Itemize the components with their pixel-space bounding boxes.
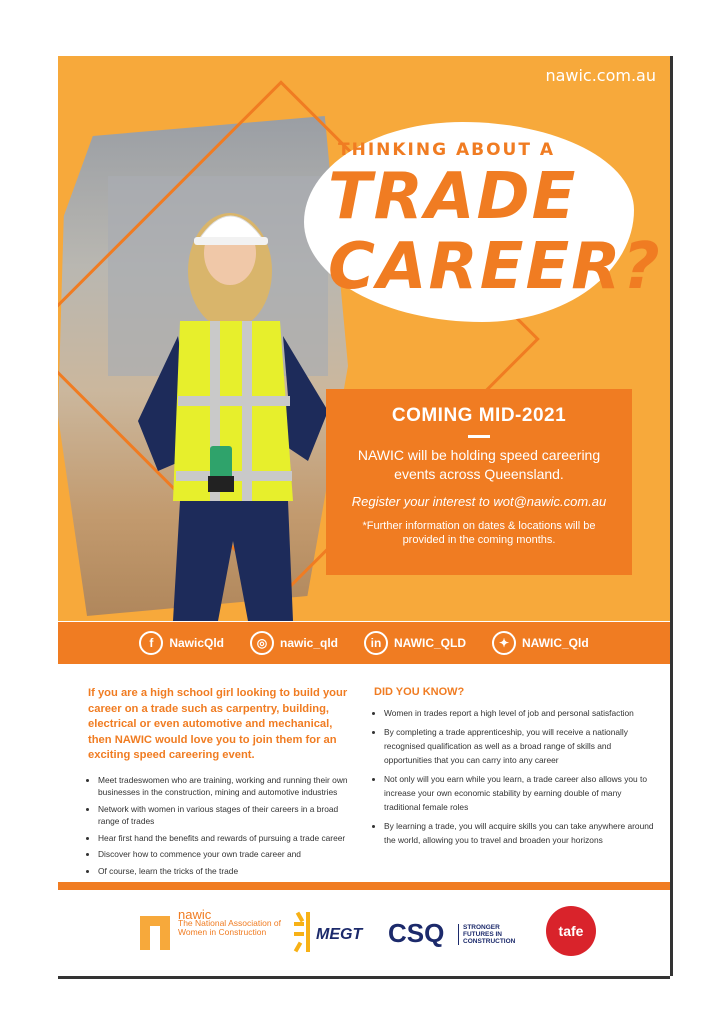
nawic-logo-name: nawic bbox=[178, 907, 212, 922]
headline-line-1: THINKING ABOUT A bbox=[338, 140, 556, 160]
nawic-logo-fullname: The National Association of Women in Construction bbox=[178, 918, 282, 937]
csq-tagline: STRONGER FUTURES IN CONSTRUCTION bbox=[458, 924, 523, 945]
social-label: NAWIC_Qld bbox=[522, 636, 589, 650]
hero-section bbox=[58, 56, 670, 621]
nawic-logo-mark bbox=[138, 912, 172, 952]
headline-line-3: CAREER? bbox=[328, 230, 662, 304]
list-item: • Not only will you earn while you learn, a trade career also allows you to increase your own economic stability by earning double of many traditional female roles bbox=[384, 772, 656, 814]
benefits-list bbox=[88, 774, 358, 878]
left-column bbox=[88, 686, 358, 881]
announcement-heading: COMING MID-2021 bbox=[391, 405, 567, 426]
announcement-body: NAWIC will be holding speed careering events across Queensland. bbox=[357, 447, 601, 482]
instagram-icon: ◎ bbox=[250, 631, 274, 655]
social-bar bbox=[58, 622, 670, 664]
announcement-divider bbox=[468, 435, 490, 438]
social-twitter[interactable] bbox=[492, 631, 589, 655]
nawic-logo-text bbox=[178, 907, 288, 937]
register-email-text[interactable]: Register your interest to wot@nawic.com.au bbox=[351, 494, 607, 509]
tafe-logo: tafe bbox=[546, 906, 596, 956]
social-label: nawic_qld bbox=[280, 636, 339, 650]
megt-logo-text: MEGT bbox=[316, 926, 363, 943]
list-item: • Network with women in various stages of their careers in a broad range of trades bbox=[98, 803, 358, 828]
announcement-note: *Further information on dates & locations will be provided in the coming months. bbox=[362, 520, 596, 546]
right-column bbox=[374, 686, 656, 852]
list-item: • By completing a trade apprenticeship, you will receive a nationally recognised qualification as well as a broad range of skills and opportunities that you can carry into any career bbox=[384, 725, 656, 767]
facebook-icon: f bbox=[139, 631, 163, 655]
social-label: NawicQld bbox=[169, 636, 224, 650]
list-item: • Women in trades report a high level of job and personal satisfaction bbox=[384, 706, 656, 720]
social-linkedin[interactable] bbox=[364, 631, 466, 655]
sponsor-logos bbox=[58, 906, 670, 966]
list-item: • Discover how to commence your own trade career and bbox=[98, 848, 358, 861]
did-you-know-heading: DID YOU KNOW? bbox=[374, 686, 465, 698]
footer-divider bbox=[58, 882, 670, 890]
list-item: • Of course, learn the tricks of the trade bbox=[98, 865, 358, 878]
csq-logo-text: CSQ bbox=[388, 918, 445, 948]
social-label: NAWIC_QLD bbox=[394, 636, 467, 650]
flyer-page bbox=[58, 56, 670, 976]
headline-line-2: TRADE bbox=[328, 160, 578, 234]
announcement-box bbox=[326, 389, 632, 575]
site-url[interactable]: nawic.com.au bbox=[545, 66, 656, 85]
social-facebook[interactable] bbox=[139, 631, 224, 655]
list-item: • By learning a trade, you will acquire skills you can take anywhere around the world, allowing you to travel and broaden your horizons bbox=[384, 819, 656, 847]
facts-list bbox=[374, 706, 656, 847]
linkedin-icon: in bbox=[364, 631, 388, 655]
intro-paragraph: If you are a high school girl looking to build your career on a trade such as carpentry, building, electrical or even automotive and mechanical, then NAWIC would love you to join them for an exciting speed careering event. bbox=[88, 687, 348, 761]
list-item: • Hear first hand the benefits and rewards of pursuing a trade career bbox=[98, 832, 358, 845]
list-item: • Meet tradeswomen who are training, working and running their own businesses in the construction, mining and automotive industries bbox=[98, 774, 358, 799]
twitter-icon: ✦ bbox=[492, 631, 516, 655]
social-instagram[interactable] bbox=[250, 631, 338, 655]
